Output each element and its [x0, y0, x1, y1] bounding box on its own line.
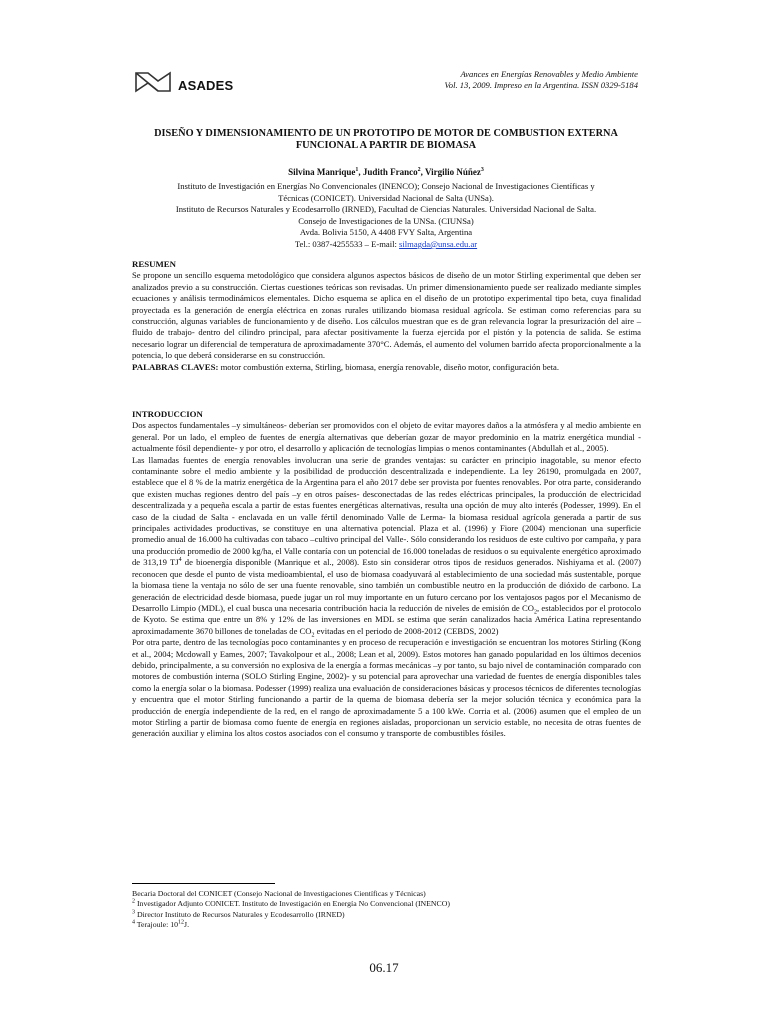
affiliation-line-4: Consejo de Investigaciones de la UNSa. (CIUNSa)	[298, 215, 474, 226]
intro-paragraph-3: Por otra parte, dentro de las tecnologías poco contaminantes y en proceso de recuperación e investigación se encuentran los motores Stirling (Kong et al., 2004; Mcdowall y Eames, 2007; Tavakolpour et al., 2008; Lean et al, 2009). Estos motores han ganado popularidad en los últimos decenios debido, principalmente, a su conversión no explosiva de la energía a formas mecánicas –y por tanto, su bajo nivel de contaminación comparado con motores de combustión interna (SOLO Stirling Engine, 2002)- y su potencial para aprovechar una variedad de fuentes de energía disponibles tales como la energía solar o la biomasa. Podesser (1999) realiza una evaluación de consideraciones básicas y procesos técnicos de diferentes tecnologías y encuentra que el motor Stirling funcionando a partir de la quema de biomasa debería ser la mejor solución técnica y económica para la producción de energía independiente de la red, en el rango de aproximadamente 5 a 100 kWe. Corria et al. (2006) asumen que el empleo de un motor Stirling a partir de biomasa como fuente de energía en regiones aisladas, proporcionan un servicio estable, no necesita de otras fuentes de generación auxiliar y elimina los altos costos asociados con el consumo y transporte de combustibles fósiles.	[132, 637, 641, 739]
author-2: Judith Franco	[362, 167, 418, 177]
footnote-3-mark: 3	[132, 909, 135, 916]
affiliation-line-5: Avda. Bolivia 5150, A 4408 FVY Salta, Argentina	[299, 227, 473, 238]
footnote-3	[132, 910, 641, 920]
contact-line	[132, 239, 640, 251]
author-3-mark: 3	[480, 167, 484, 173]
footnote-3-text: Director Instituto de Recursos Naturales y Ecodesarrollo (IRNED)	[135, 909, 345, 919]
title-line-2: FUNCIONAL A PARTIR DE BIOMASA	[295, 140, 477, 152]
intro-paragraph-1: Dos aspectos fundamentales –y simultáneos- deberían ser promovidos con el objeto de evitar mayores daños a la atmósfera y al medio ambiente en general. Por un lado, el empleo de fuentes de energía alternativas que deberían gozar de mayor predominio en la matriz energética mundial -actualmente fósil dependiente- y por otro, el desarrollo y aplicación de tecnologías limpias o menos contaminantes (Abdullah et al., 2005).	[132, 420, 641, 454]
co2-subscript-2: 2	[311, 632, 315, 639]
author-2-mark: 2	[417, 167, 421, 173]
abstract-heading: RESUMEN	[132, 259, 176, 269]
abstract-text: Se propone un sencillo esquema metodológico que considera algunos aspectos básicos de diseño de un motor Stirling experimental que deben ser analizados previo a su construcción. Ciertas cuestiones teóricas son revisadas. Un primer dimensionamiento puede ser realizado mediante simples ecuaciones y análisis termodinámicos elementales. Dicho esquema se aplica en el diseño de un prototipo experimental tipo beta, cuya finalidad proyectada es la generación de energía eléctrica en zonas rurales utilizando biomasa residual agrícola. Se estiman como referencias para su construcción, algunas variables de funcionamiento y de diseño. Los cálculos muestran que es de gran relevancia lograr la presurización del aire –fluido de trabajo- dentro del cilindro principal, para afectar positivamente la fuerza ejercida por el pistón y la potencia de salida. Se estima necesario lograr un diferencial de temperatura de aproximadamente 370°C. Además, el aumento del volumen barrido afecta proporcionalmente a la potencia, lo que deberá considerarse en su construcción.	[132, 270, 641, 361]
keywords-label: PALABRAS CLAVES:	[132, 361, 219, 372]
paper-title	[132, 128, 640, 152]
author-1-mark: 1	[355, 167, 359, 173]
keywords-list: motor combustión externa, Stirling, biomasa, energía renovable, diseño motor, configuración beta.	[218, 361, 559, 372]
footnote-ref-4: 4	[178, 557, 182, 564]
introduction-section	[132, 409, 641, 740]
footnote-divider	[132, 883, 275, 884]
affiliation-line-3: Instituto de Recursos Naturales y Ecodesarrollo (IRNED), Facultad de Ciencias Naturales. Universidad Nacional de Salta.	[175, 204, 597, 215]
affiliation-line-2: Técnicas (CONICET). Universidad Nacional de Salta (UNSa).	[278, 192, 494, 203]
footnotes	[132, 889, 641, 931]
intro-paragraph-2	[132, 455, 641, 638]
affiliations	[132, 181, 640, 251]
footnote-2-mark: 2	[132, 898, 135, 905]
author-3: Virgilio Núñez	[424, 167, 481, 177]
title-line-1: DISEÑO Y DIMENSIONAMIENTO DE UN PROTOTIPO DE MOTOR DE COMBUSTION EXTERNA	[154, 128, 618, 139]
intro-p2-part-c: , establecidos por el protocolo de Kyoto. Se estima que entre un 8% y 12% de las inversiones en MDL se estima que serán canalizados hacia América Latina representando aproximadamente 3670 billones de toneladas de CO	[132, 602, 641, 636]
footnote-4-exponent: 12	[178, 919, 185, 926]
asades-logo	[134, 70, 233, 93]
footnote-4-text: Terajoule: 10	[135, 920, 179, 930]
footnote-1-text: Becaria Doctoral del CONICET (Consejo Nacional de Investigaciones Científicas y Técnicas)	[132, 889, 426, 898]
footnote-4	[132, 920, 641, 930]
affiliation-line-1: Instituto de Investigación en Energías No Convencionales (INENCO); Consejo Nacional de Investigaciones Científicas y	[177, 181, 595, 191]
footnote-2	[132, 899, 641, 909]
logo-text: ASADES	[178, 78, 234, 93]
co2-subscript-1: 2	[533, 609, 537, 616]
intro-p2-part-d: evitadas en el periodo de 2008-2012 (CEBDS, 2002)	[314, 625, 499, 636]
phone-text: Tel.: 0387-4255533 – E-mail:	[294, 238, 400, 249]
page-number: 06.17	[369, 960, 399, 975]
footnote-4-mark: 4	[132, 919, 135, 926]
intro-p2-part-a: Las llamadas fuentes de energía renovables involucran una serie de grandes ventajas: su carácter en principio inagotable, su menor efecto contaminante sobre el medio ambiente y la posibilidad de producción descentralizada e independiente. La ley 26190, promulgada en 2007, establece que el 8 % de la matriz energética de la Argentina para el año 2017 debe ser provista por fuentes renovables. Por otra parte, considerando que existen muchas regiones dentro del país –y en otros países- desconectadas de las redes eléctricas principales, la producción de electricidad descentralizada y a pequeña escala a partir de estas fuentes energéticas alternativas, resulta una opción de muy alto interés (Podesser, 1999). En el caso de la ciudad de Salta - enclavada en un valle fértil denominado Valle de Lerma- la biomasa residual agrícola generada a partir de sus principales actividades productivas, se constituye en una alternativa potencial. Plaza et al. (1996) y Fiore (2004) mencionan una superficie promedio anual de 16.000 ha cultivadas con tabaco –cultivo principal del Valle-. Sólo considerando los residuos de este cultivo por campaña, y para una producción promedio de 2000 kg/ha, el Valle contaría con un potencial de 16.000 toneladas de residuos o su equivalente energético aproximado de 313,19 TJ	[132, 454, 641, 568]
abstract-section	[132, 259, 641, 373]
journal-line-1: Avances en Energías Renovables y Medio Ambiente	[460, 69, 638, 79]
journal-header	[444, 69, 638, 91]
email-link[interactable]: silmagda@unsa.edu.ar	[399, 238, 478, 249]
introduction-heading: INTRODUCCION	[132, 409, 203, 419]
footnote-4-unit: J.	[184, 920, 190, 930]
asades-arrow-logo-icon	[134, 71, 172, 93]
footnote-1	[132, 889, 641, 899]
author-list: Silvina Manrique$^1$, Judith Franco$^2$, Virgilio Núñez$^3$	[288, 167, 484, 177]
intro-p2-part-b: de bioenergía disponible (Manrique et al., 2008). Esto sin considerar otros tipos de residuos generados. Nishiyama et al. (2007) reconocen que desde el punto de vista medioambiental, el uso de biomasa coadyuvará al establecimiento de una sociedad más sustentable, porque la biomasa tiene la ventaja no sólo de ser una fuente renovable, sino también un combustible neutro en la producción de dióxido de carbono. La generación de electricidad desde biomasa, puede jugar un rol muy importante en un futuro cercano por los ventajosos pagos por el Mecanismo de Desarrollo Limpio (MDL), el cual busca una necesaria contribución hacia la reducción de niveles de emisión de CO	[132, 557, 642, 613]
journal-line-2: Vol. 13, 2009. Impreso en la Argentina. ISSN 0329-5184	[444, 80, 638, 90]
footnote-2-text: Investigador Adjunto CONICET. Instituto de Investigación en Energía No Convencional (INENCO)	[135, 899, 450, 909]
author-1: Silvina Manrique	[288, 167, 356, 177]
keywords	[132, 362, 641, 373]
